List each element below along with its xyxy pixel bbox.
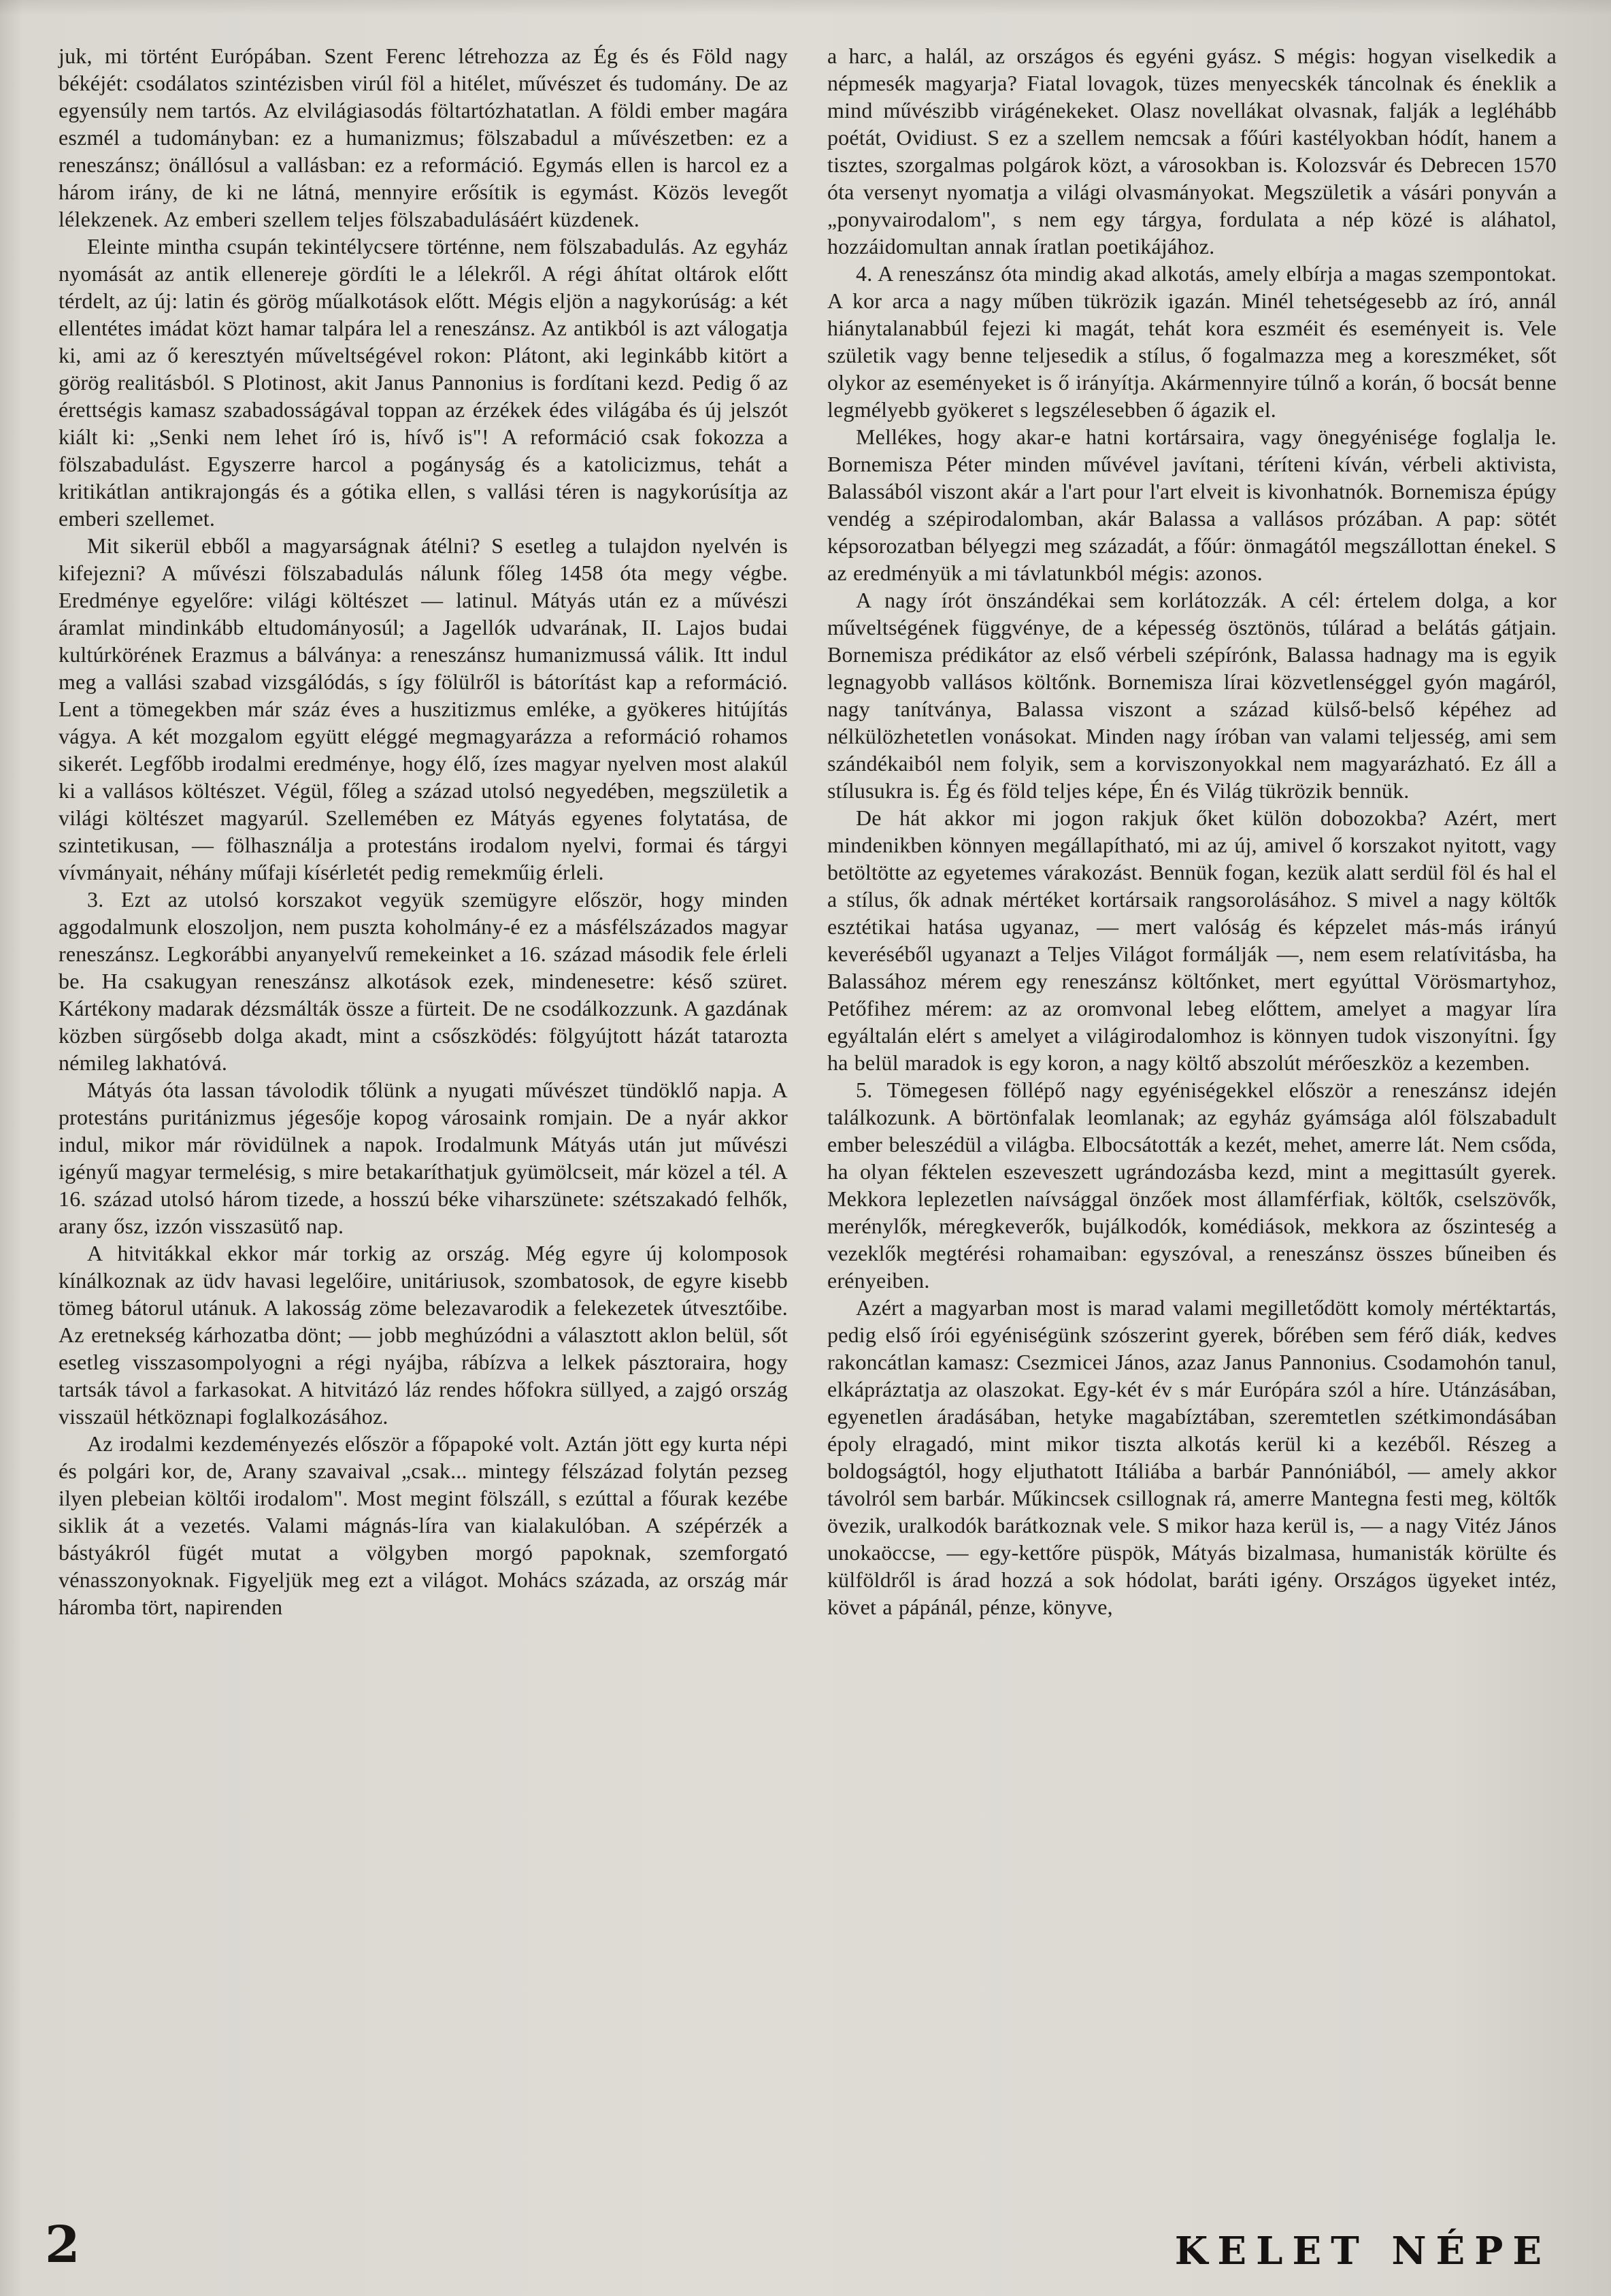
paragraph: A nagy írót önszándékai sem korlátozzák. A cél: értelem dolga, a kor műveltségének függvénye, de a képesség ösztönös, túlárad a belátás gátjain. Bornemisza prédikátor az első vérbeli szépírónk, Balassa hadnagy ma is egyik legnagyobb vallásos költőnk. Bornemisza lírai közvetlenséggel gyón magáról, nagy tanítványa, Balassa viszont a század külső-belső képéhez ad nélkülözhetetlen vonásokat. Minden nagy íróban van valami teljesség, ami sem szándékaiból nem folyik, sem a korviszonyokkal nem magyarázható. Ez áll a stílusukra is. Ég és föld teljes képe, Én és Világ tükrözik bennük. bbox=[827, 588, 1557, 803]
paragraph: Mit sikerül ebből a magyarságnak átélni? S esetleg a tulajdon nyelvén is kifejezni? A művészi fölszabadulás nálunk főleg 1458 óta megy végbe. Eredménye egyelőre: világi költészet — latinul. Mátyás után ez a művészi áramlat mindinkább eltudományosúl; a Jagellók udvarának, II. Lajos budai kultúrkörének Erazmus a bálványa: a reneszánsz humanizmussá válik. Itt indul meg a vallási szabad vizsgálódás, s így fölülről is bátorítást kap a reformáció. Lent a tömegekben már száz éves a huszitizmus emléke, a gyökeres hitújítás vágya. A két mozgalom együtt eléggé megmagyarázza a reformáció rohamos sikerét. Legfőbb irodalmi eredménye, hogy élő, ízes magyar nyelven most alakúl ki a vallásos költészet. Végül, főleg a század utolsó negyedében, megszületik a világi költészet magyarúl. Szellemében ez Mátyás egyenes folytatása, de szintetikusan, — fölhasználja a protestáns irodalom nyelvi, formai és tárgyi vívmányait, néhány műfaji kísérletét pedig remekműig érleli. bbox=[59, 533, 788, 884]
page-footer bbox=[0, 2216, 1611, 2274]
page-number: 2 bbox=[45, 2216, 80, 2274]
paragraph: De hát akkor mi jogon rakjuk őket külön dobozokba? Azért, mert mindenikben könnyen megállapítható, mi az új, amivel ő korszakot nyitott, vagy betöltötte az egyetemes várakozást. Bennük fogan, kezük alatt serdül föl és hal el a stílus, ők adnak mértéket kortársaik rangsorolásához. S mivel a nagy költők esztétikai hatása ugyanaz, — mert valóság és képzelet más-más irányú keveréséből ugyanazt a Teljes Világot formálják —, nem esem relatívitásba, ha Balassához mérem egy reneszánsz költőnket, mert egyúttal Vörösmartyhoz, Petőfihez mérem: az az oromvonal lebeg előttem, amelyet a magyar líra egyáltalán elért s amelyet a világirodalomhoz is könnyen tudok viszonyítni. Így ha belül maradok is egy koron, a nagy költő abszolút mérőeszköz a kezemben. bbox=[827, 805, 1557, 1075]
paragraph: 3. Ezt az utolsó korszakot vegyük szemügyre először, hogy minden aggodalmunk eloszoljon, nem puszta koholmány-é ez a másfélszázados magyar reneszánsz. Legkorábbi anyanyelvű remekeinket a 16. század második fele érleli be. Ha csakugyan reneszánsz alkotások ezek, mindenesetre: késő szüret. Kártékony madarak dézsmálták össze a fürteit. De ne csodálkozzunk. A gazdának közben sürgősebb dolga akadt, mint a csőszködés: fölgyújtott házát tatarozta némileg lakhatóvá. bbox=[59, 887, 788, 1075]
paragraph: A hitvitákkal ekkor már torkig az ország. Még egyre új kolomposok kínálkoznak az üdv havasi legelőire, unitáriusok, szombatosok, de egyre kisebb tömeg bátorul utánuk. A lakosság zöme belezavarodik a felekezetek útvesztőibe. Az eretnekség kárhozatba dönt; — jobb meghúzódni a választott aklon belül, sőt esetleg visszasompolyogni a régi nyájba, rábízva a lelkek pásztoraira, hogy tartsák távol a farkasokat. A hitvitázó láz rendes hőfokra süllyed, a zajgó ország visszaül hétköznapi foglalkozásához. bbox=[59, 1241, 788, 1429]
left-column bbox=[59, 42, 788, 1620]
paragraph: juk, mi történt Európában. Szent Ferenc létrehozza az Ég és és Föld nagy békéjét: csodálatos szintézisben virúl föl a hitélet, művészet és tudomány. De az egyensúly nem tartós. Az elvilágiasodás föltartózhatatlan. A földi ember magára eszmél a tudományban: ez a humanizmus; fölszabadul a művészetben: ez a reneszánsz; önállósul a vallásban: ez a reformáció. Egymás ellen is harcol ez a három irány, de ki ne látná, mennyire erősítik is egymást. Közös levegőt lélekzenek. Az emberi szellem teljes fölszabadulásáért küzdenek. bbox=[59, 44, 788, 231]
paragraph: 4. A reneszánsz óta mindig akad alkotás, amely elbírja a magas szempontokat. A kor arca a nagy műben tükrözik igazán. Minél tehetségesebb az író, annál hiánytalanabbúl fejezi ki magát, tehát kora eszméit és eseményeit is. Vele születik vagy benne teljesedik a stílus, ő fogalmazza meg a koreszméket, sőt olykor az eseményeket is ő irányítja. Akármennyire túlnő a korán, ő bocsát benne legmélyebb gyökeret s legszélesebben ő ágazik el. bbox=[827, 261, 1557, 422]
paragraph: 5. Tömegesen föllépő nagy egyéniségekkel először a reneszánsz idején találkozunk. A börtönfalak leomlanak; az egyház gyámsága alól fölszabadult ember beleszédül a világba. Elbocsátották a kezét, mehet, amerre lát. Nem csőda, ha olyan féktelen eszeveszett ugrándozásba kezd, mint a megittasúlt gyerek. Mekkora leplezetlen naívsággal önzőek most államférfiak, költők, cselszövők, merénylők, méregkeverők, bujálkodók, komédiások, mekkora az őszinteség a vezeklők megtérési rohamaiban: egyszóval, a reneszánsz összes bűneiben és erényeiben. bbox=[827, 1078, 1557, 1293]
paragraph: Az irodalmi kezdeményezés először a főpapoké volt. Aztán jött egy kurta népi és polgári kor, de, Arany szavaival „csak... mintegy félszázad folytán pezseg ilyen plebeian költői irodalom". Most megint fölszáll, s ezúttal a főurak kezébe siklik át a vezetés. Valami mágnás-líra van kialakulóban. A szépérzék a bástyákról fügét mutat a völgyben morgó papoknak, szemforgató vénasszonyoknak. Figyeljük meg ezt a világot. Mohács százada, az ország már háromba tört, napirenden bbox=[59, 1431, 788, 1619]
paragraph: Azért a magyarban most is marad valami megilletődött komoly mértéktartás, pedig első írói egyéniségünk szószerint gyerek, bőrében sem férő diák, kedves rakoncátlan kamasz: Csezmicei János, azaz Janus Pannonius. Csodamohón tanul, elkápráztatja az olaszokat. Egy-két év s már Európára szól a híre. Utánzásában, egyenetlen áradásában, hetyke magabíztában, szeremtetlen szétkimondásában époly elragadó, mint mikor tiszta alkotás kerül ki a kezéből. Részeg a boldogságtól, hogy eljuthatott Itáliába a barbár Pannóniából, — amely akkor távolról sem barbár. Műkincsek csillognak rá, amerre Mantegna festi meg, költők övezik, uralkodók barátkoznak vele. S mikor haza kerül is, — a nagy Vitéz János unokaöccse, — egy-kettőre püspök, Mátyás bizalmasa, humanisták körülte és külföldről is árad hozzá a sok hódolat, baráti igény. Országos ügyeket intéz, követ a pápánál, pénze, könyve, bbox=[827, 1295, 1557, 1619]
paragraph: Eleinte mintha csupán tekintélycsere történne, nem fölszabadulás. Az egyház nyomását az antik ellenereje gördíti le a lélekről. A régi áhítat oltárok előtt térdelt, az új: latin és görög műalkotások előtt. Mégis eljön a nagykorúság: a két ellentétes imádat közt hamar talpára lel a reneszánsz. Az antikból is azt válogatja ki, ami az ő keresztyén műveltségével rokon: Plátont, aki leginkább kitört a görög realitásból. S Plotinost, akit Janus Pannonius is fordítani kezd. Pedig ő az érettségis kamasz szabadosságával toppan az érzékek édes világába és új jelszót kiált ki: „Senki nem lehet író is, hívő is"! A reformáció csak fokozza a fölszabadulást. Egyszerre harcol a pogányság és a katolicizmus, tehát a kritikátlan antikrajongás és a gótika ellen, s vallási téren is nagykorúsítja az emberi szellemet. bbox=[59, 234, 788, 531]
paragraph: Mátyás óta lassan távolodik tőlünk a nyugati művészet tündöklő napja. A protestáns puritánizmus jégesője kopog városaink romjain. De a nyár akkor indul, mikor már rövidülnek a napok. Irodalmunk Mátyás után jut művészi igényű magyar termelésig, s mire betakaríthatjuk gyümölcseit, már közel a tél. A 16. század utolsó három tizede, a hosszú béke viharszünete: szétszakadó felhők, arany ősz, izzón visszasütő nap. bbox=[59, 1078, 788, 1238]
paragraph: Mellékes, hogy akar-e hatni kortársaira, vagy önegyénisége foglalja le. Bornemisza Péter minden művével javítani, téríteni kíván, vérbeli aktivista, Balassából viszont akár a l'art pour l'art elveit is kivonhatnók. Bornemisza épúgy vendég a szépirodalomban, akár Balassa a vallásos prózában. A pap: sötét képsorozatban bélyegzi meg századát, a főúr: önmagától megszállottan énekel. S az eredményük a mi távlatunkból mégis: azonos. bbox=[827, 425, 1557, 585]
right-column bbox=[827, 42, 1557, 1620]
paragraph: a harc, a halál, az országos és egyéni gyász. S mégis: hogyan viselkedik a népmesék magyarja? Fiatal lovagok, tüzes menyecskék táncolnak és éneklik a mind művészibb virágénekeket. Olasz novellákat olvasnak, falják a legléhább poétát, Ovidiust. S ez a szellem nemcsak a főúri kastélyokban hódít, hanem a tisztes, szorgalmas polgárok közt, a városokban is. Kolozsvár és Debrecen 1570 óta versenyt nyomatja a világi olvasmányokat. Megszületik a vásári ponyván a „ponyvairodalom", s nem egy tárgya, fordulata a nép közé is aláhatol, hozzáidomultan annak íratlan poetikájához. bbox=[827, 44, 1557, 259]
magazine-title: KELET NÉPE bbox=[1174, 2229, 1551, 2274]
